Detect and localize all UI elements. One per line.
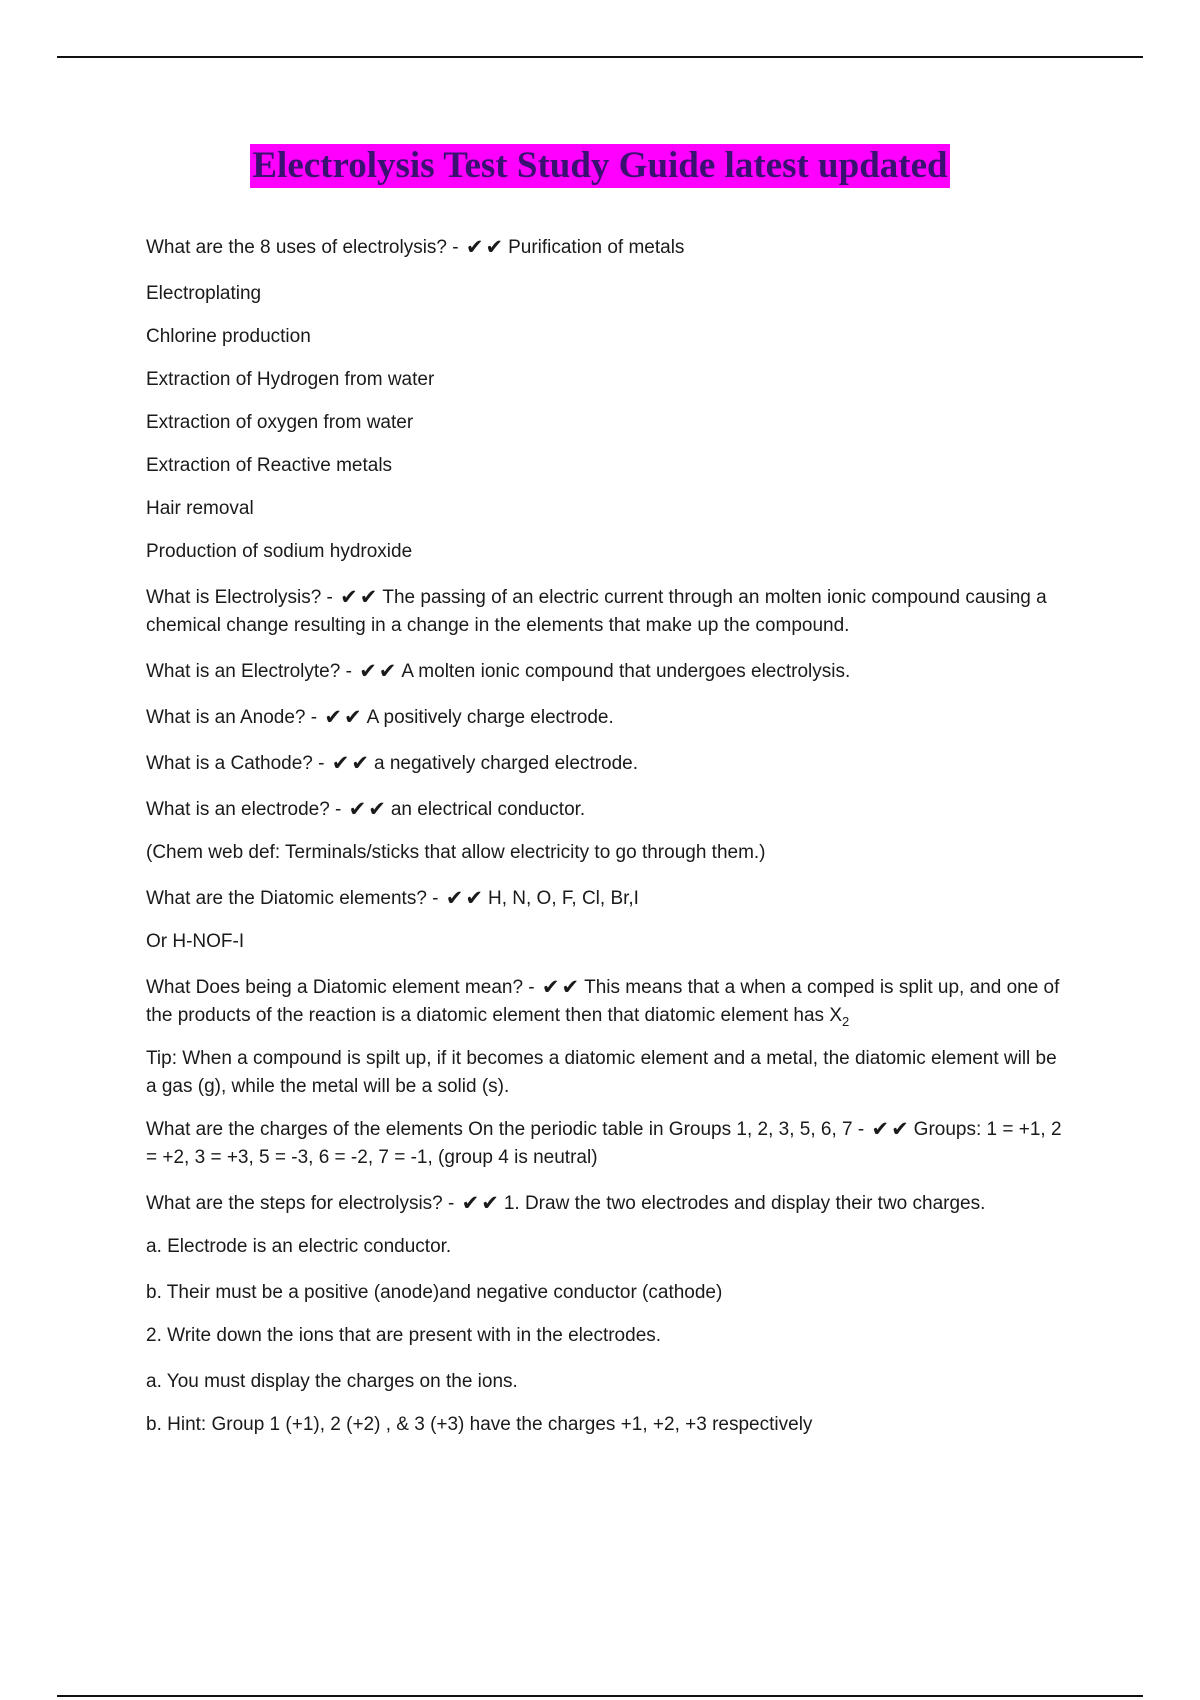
double-check-icon: ✔✔ <box>445 886 485 910</box>
step-item: b. Their must be a positive (anode)and negative conductor (cathode) <box>146 1282 723 1303</box>
qa-item <box>146 796 1066 824</box>
question: What is an Electrolyte? - <box>146 661 352 682</box>
question: What are the Diatomic elements? - <box>146 888 439 909</box>
title-wrapper <box>0 144 1200 188</box>
top-rule <box>57 56 1143 58</box>
list-item: Chlorine production <box>146 326 311 347</box>
note-item: (Chem web def: Terminals/sticks that allow electricity to go through them.) <box>146 842 766 863</box>
list-item: Extraction of Reactive metals <box>146 455 393 476</box>
answer: Purification of metals <box>508 237 685 258</box>
answer: Groups: 1 = +1, 2 = +2, 3 = +3, 5 = -3, 6 = -2, 7 = -1, (group 4 is neutral) <box>146 1119 1062 1168</box>
double-check-icon: ✔✔ <box>871 1117 911 1141</box>
question: What Does being a Diatomic element mean? - <box>146 977 535 998</box>
step-item: a. You must display the charges on the ions. <box>146 1371 518 1392</box>
question: What is an electrode? - <box>146 799 342 820</box>
answer: an electrical conductor. <box>390 799 586 820</box>
double-check-icon: ✔✔ <box>359 659 399 683</box>
step-item: 2. Write down the ions that are present with in the electrodes. <box>146 1325 662 1346</box>
note-item: Or H-NOF-I <box>146 931 245 952</box>
qa-item <box>146 658 1066 686</box>
question: What are the steps for electrolysis? - <box>146 1193 455 1214</box>
tip-item: Tip: When a compound is spilt up, if it becomes a diatomic element and a metal, the diatomic element will be a gas (g), while the metal will be a solid (s). <box>146 1048 1057 1097</box>
double-check-icon: ✔✔ <box>348 797 388 821</box>
answer: H, N, O, F, Cl, Br,I <box>488 888 639 909</box>
qa-item <box>146 704 1066 732</box>
qa-item <box>146 1116 1066 1172</box>
qa-item <box>146 885 1066 913</box>
document-body <box>146 234 1066 1457</box>
list-item: Hair removal <box>146 498 254 519</box>
document-title: Electrolysis Test Study Guide latest updated <box>252 145 948 186</box>
list-item: Extraction of Hydrogen from water <box>146 369 435 390</box>
double-check-icon: ✔✔ <box>465 235 506 259</box>
list-item: Production of sodium hydroxide <box>146 541 413 562</box>
answer: A positively charge electrode. <box>366 707 614 728</box>
answer: The passing of an electric current through an molten ionic compound causing a chemical change resulting in a change in the elements that make up the compound. <box>146 587 1047 636</box>
question: What is Electrolysis? - <box>146 587 333 608</box>
step-item: a. Electrode is an electric conductor. <box>146 1236 452 1257</box>
qa-item <box>146 750 1066 778</box>
qa-item <box>146 584 1066 640</box>
qa-item <box>146 234 1066 262</box>
double-check-icon: ✔✔ <box>324 705 364 729</box>
answer: A molten ionic compound that undergoes electrolysis. <box>401 661 851 682</box>
question: What is an Anode? - <box>146 707 318 728</box>
step-item: b. Hint: Group 1 (+1), 2 (+2) , & 3 (+3) have the charges +1, +2, +3 respectively <box>146 1414 813 1435</box>
answer: This means that a when a comped is split up, and one of the products of the reaction is a diatomic element then that diatomic element has X <box>146 977 1060 1026</box>
answer: a negatively charged electrode. <box>373 753 639 774</box>
list-item: Extraction of oxygen from water <box>146 412 414 433</box>
double-check-icon: ✔✔ <box>461 1191 501 1215</box>
question: What are the charges of the elements On the periodic table in Groups 1, 2, 3, 5, 6, 7 - <box>146 1119 865 1140</box>
double-check-icon: ✔✔ <box>340 585 380 609</box>
subscript: 2 <box>842 1013 850 1029</box>
qa-item <box>146 974 1066 1030</box>
double-check-icon: ✔✔ <box>541 975 582 999</box>
double-check-icon: ✔✔ <box>331 751 371 775</box>
bottom-rule <box>57 1695 1143 1697</box>
question: What are the 8 uses of electrolysis? - <box>146 237 459 258</box>
question: What is a Cathode? - <box>146 753 325 774</box>
qa-item <box>146 1190 1066 1218</box>
list-item: Electroplating <box>146 283 262 304</box>
answer: 1. Draw the two electrodes and display their two charges. <box>503 1193 986 1214</box>
